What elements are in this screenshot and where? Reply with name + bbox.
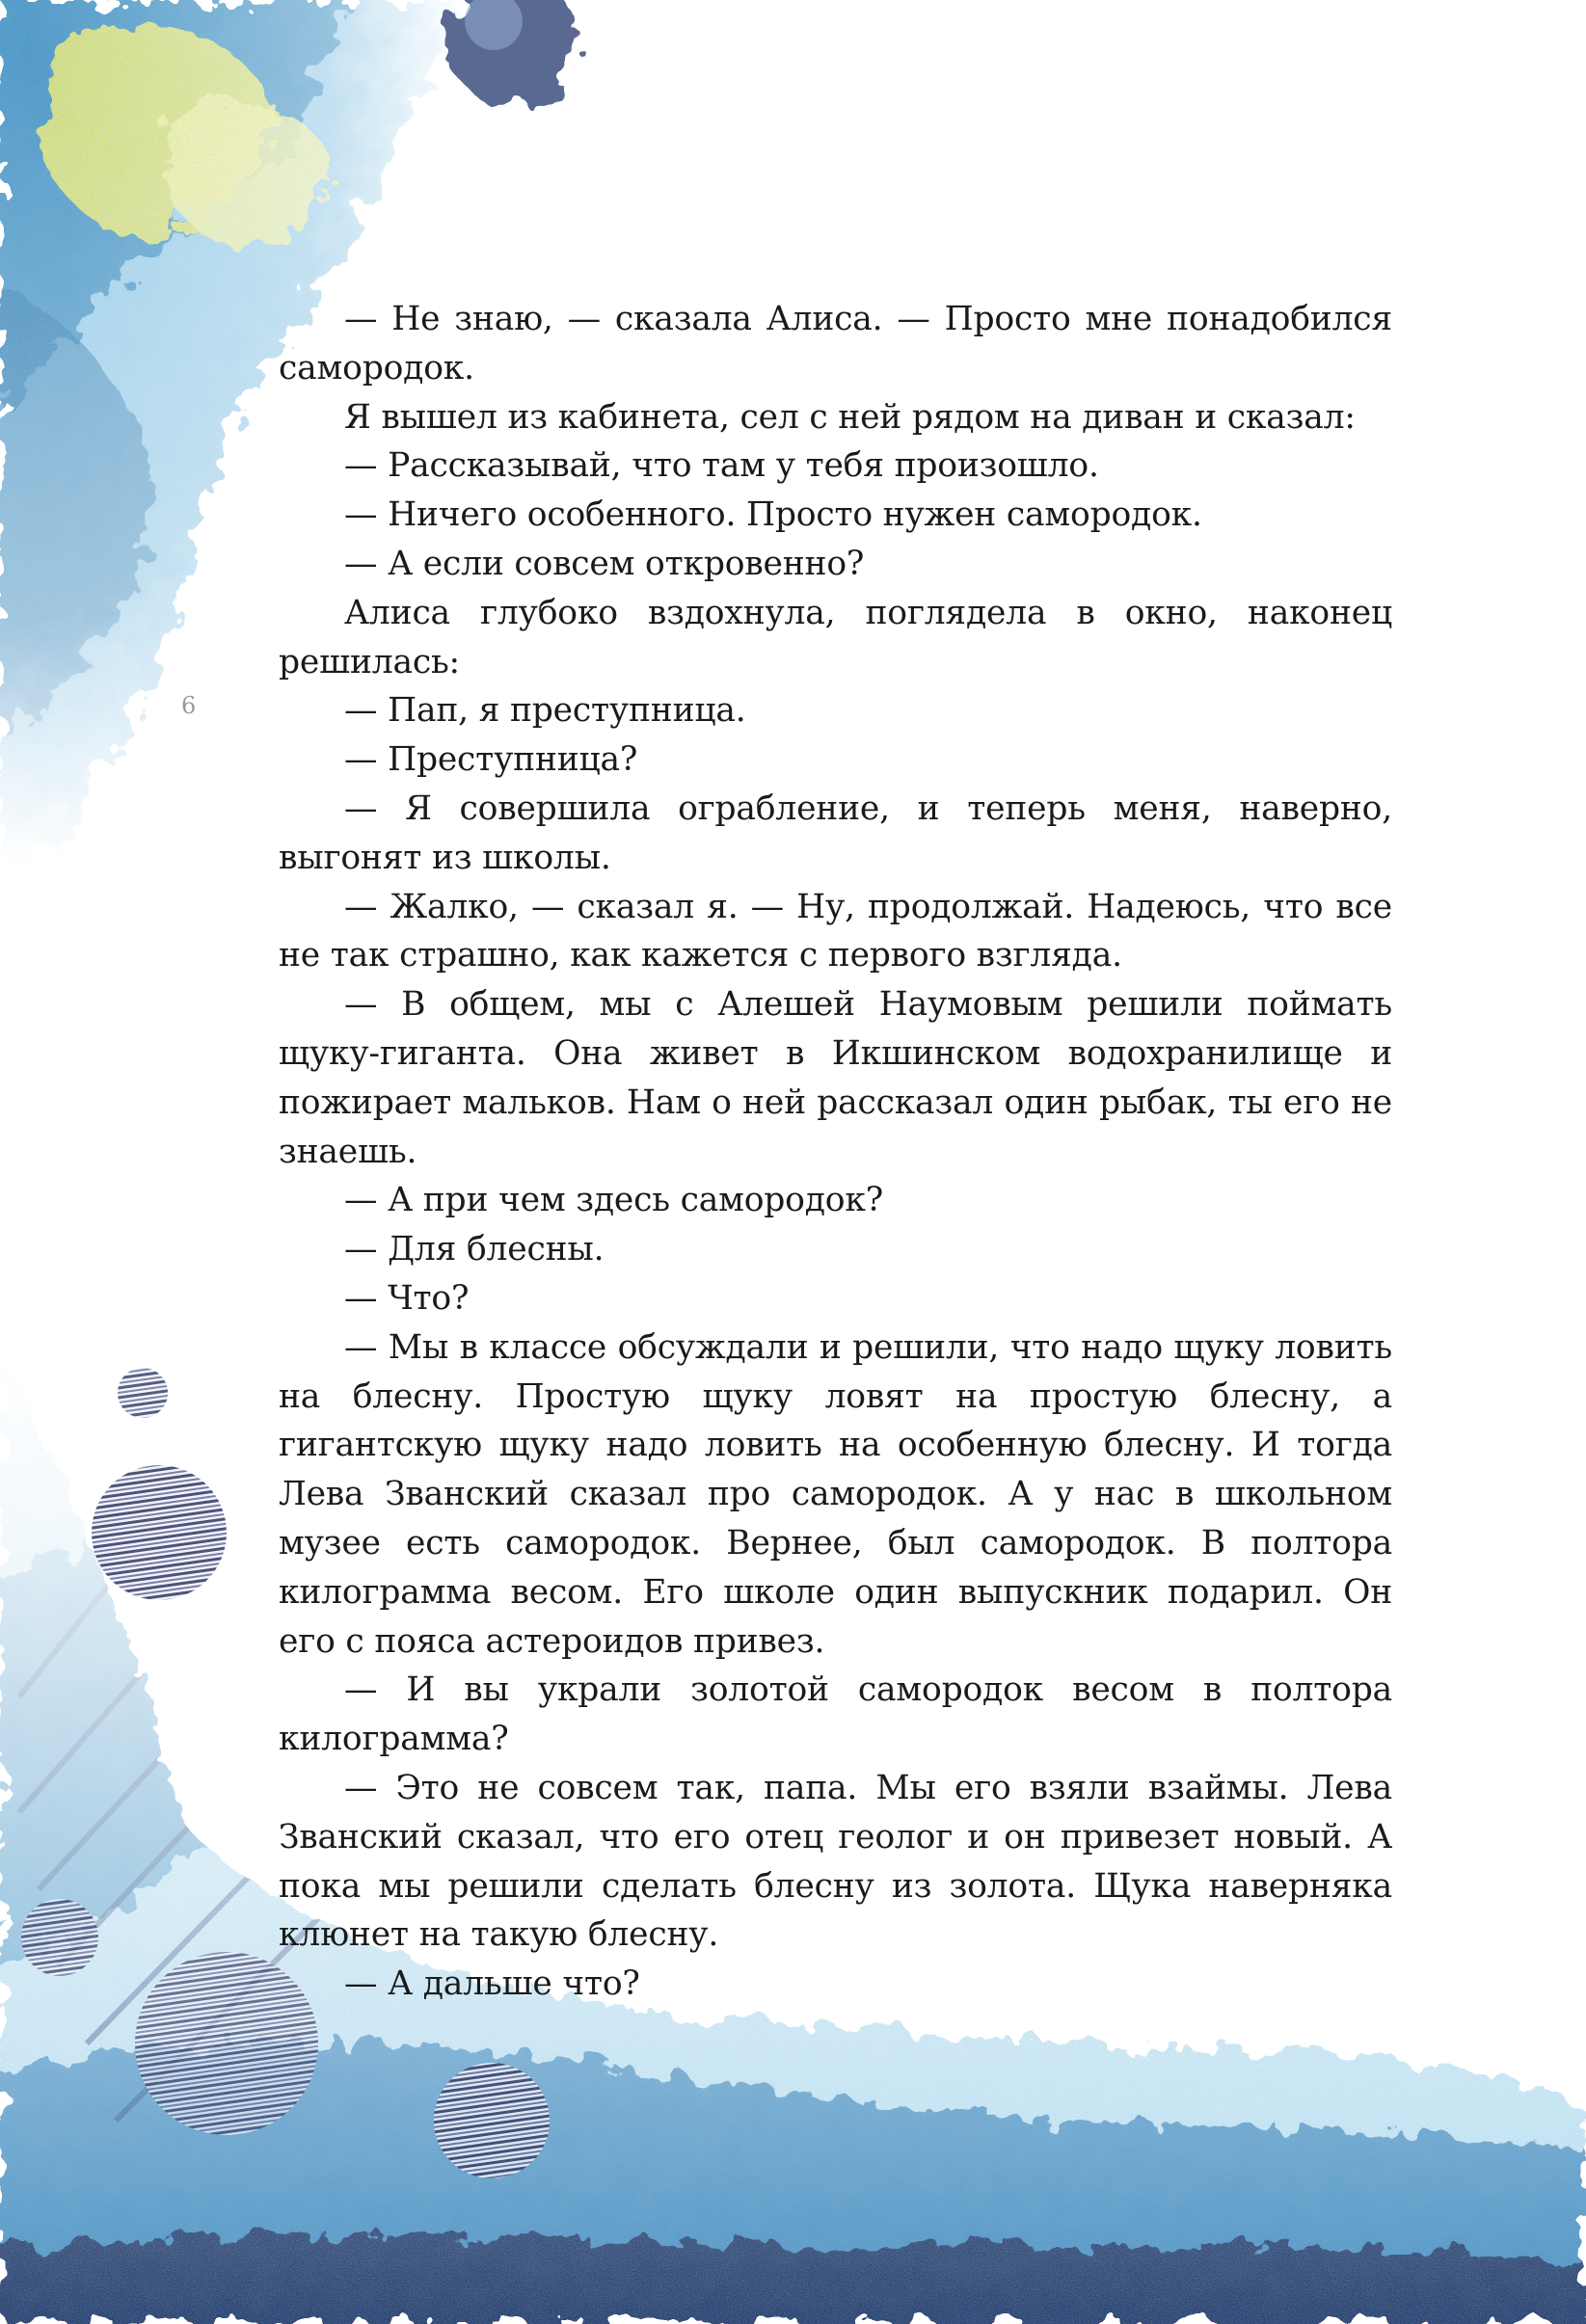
hatched-sphere-4 — [434, 2063, 550, 2178]
page-number: 6 — [181, 692, 197, 719]
paragraph: — В общем, мы с Алешей Наумовым решили поймать щуку-гиганта. Она живет в Икшинском водохранилище и пожирает мальков. Нам о ней рассказал один рыбак, ты его не знаешь. — [279, 985, 1392, 1171]
hatched-sphere-1 — [118, 1368, 168, 1418]
story-text — [279, 295, 1392, 2009]
paragraph: — Я совершила ограбление, и теперь меня, наверно, выгонят из школы. — [279, 788, 1392, 877]
paragraph: — Что? — [344, 1278, 470, 1318]
hatched-sphere-2 — [92, 1465, 227, 1600]
paragraph: Алиса глубоко вздохнула, поглядела в окно, наконец решилась: — [279, 593, 1392, 681]
paragraph: Я вышел из кабинета, сел с ней рядом на диван и сказал: — [344, 397, 1356, 437]
paragraph: — Не знаю, — сказала Алиса. — Просто мне понадобился самородок. — [279, 300, 1392, 387]
paragraph: — Рассказывай, что там у тебя произошло. — [344, 446, 1099, 486]
paragraph: — И вы украли золотой самородок весом в полтора килограмма? — [279, 1670, 1392, 1759]
paragraph: — А при чем здесь самородок? — [344, 1181, 884, 1220]
paragraph: — Жалко, — сказал я. — Ну, продолжай. Надеюсь, что все не так страшно, как кажется с первого взгляда. — [279, 887, 1392, 975]
paragraph: — Это не совсем так, папа. Мы его взяли взаймы. Лева Званский сказал, что его отец геолог и он привезет новый. А пока мы решили сделать блесну из золота. Щука наверняка клюнет на такую блесну. — [279, 1768, 1392, 1955]
paragraph: — А если совсем откровенно? — [344, 544, 865, 583]
paragraph: — Ничего особенного. Просто нужен самородок. — [344, 495, 1202, 535]
paragraph: — Пап, я преступница. — [344, 691, 746, 731]
paragraph: — Мы в классе обсуждали и решили, что надо щуку ловить на блесну. Простую щуку ловят на простую блесну, а гигантскую щуку надо ловить на особенную блесну. И тогда Лева Званский сказал про самородок. А у нас в школьном музее есть самородок. Вернее, был самородок. В полтора килограмма весом. Его школе один выпускник подарил. Он его с пояса астероидов привез. — [279, 1327, 1392, 1661]
paragraph: — А дальше что? — [344, 1964, 640, 2004]
paragraph: — Преступница? — [344, 740, 638, 780]
paragraph: — Для блесны. — [344, 1230, 605, 1269]
hatched-sphere-5 — [21, 1899, 98, 1976]
